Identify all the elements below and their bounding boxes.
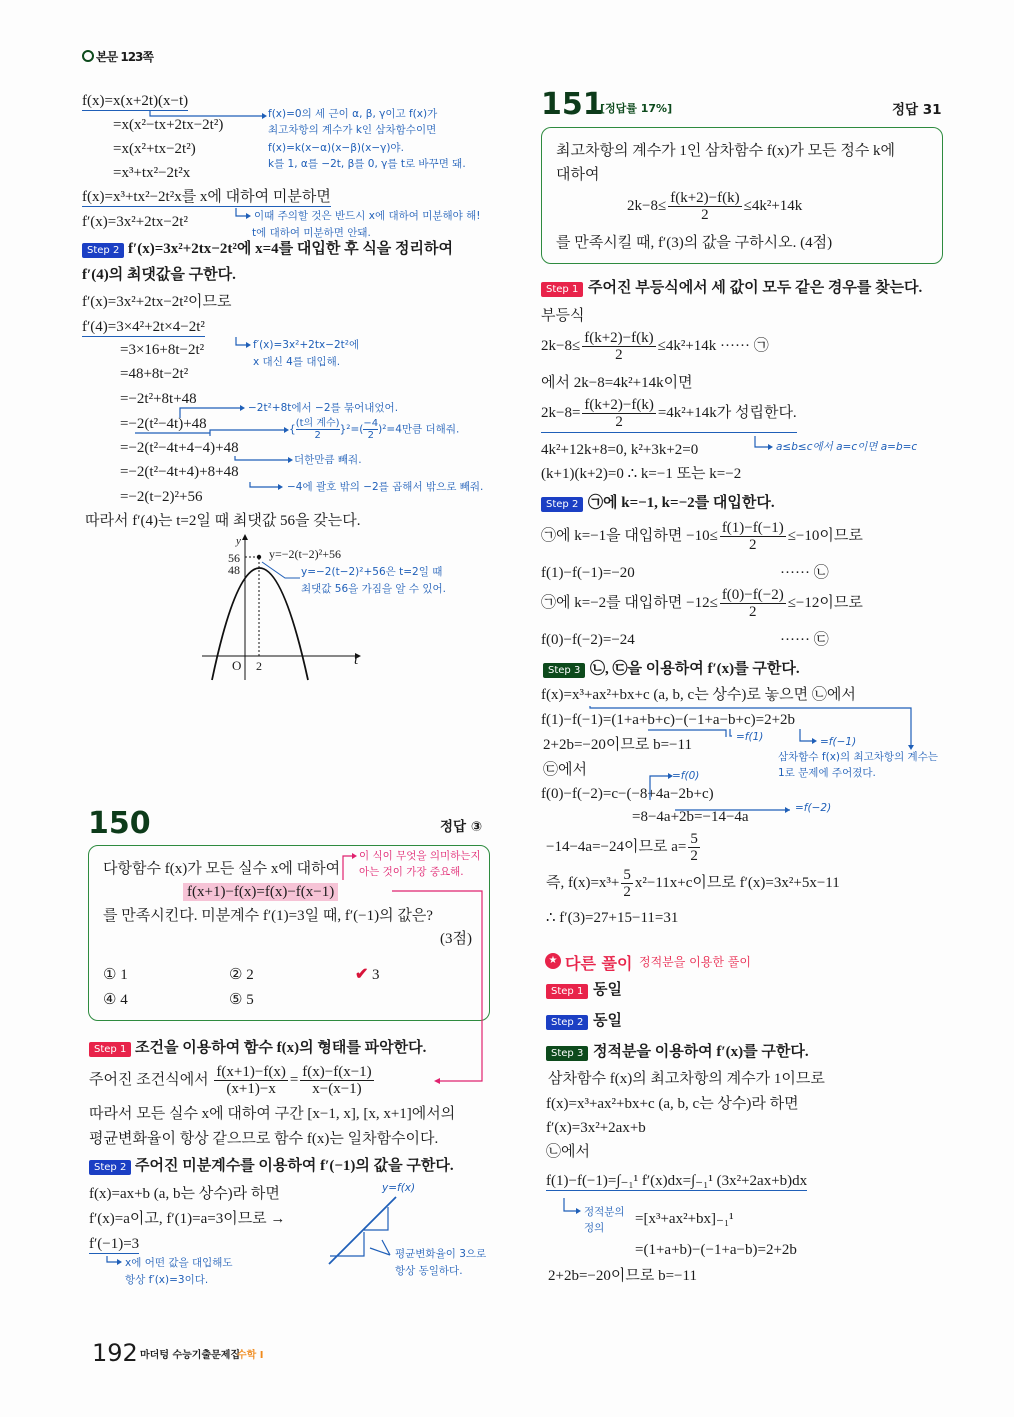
math: −14−4a=−24이므로 a= bbox=[546, 838, 687, 855]
text-line: 평균변화율이 항상 같으므로 함수 f(x)는 일차함수이다. bbox=[89, 1131, 439, 1147]
step-1-heading: 동일 bbox=[593, 982, 622, 998]
math-line: f(x)=ax+b (a, b는 상수)라 하면 bbox=[89, 1186, 280, 1202]
math-line: f(x)=x³+ax²+bx+c (a, b, c는 상수)라 하면 bbox=[546, 1096, 799, 1112]
fraction-num: f(x+1)−f(x) bbox=[216, 1064, 286, 1080]
note-text: 정적분의 bbox=[584, 1206, 625, 1218]
choice-1[interactable]: ① 1 bbox=[103, 967, 128, 983]
fraction-num: f(k+2)−f(k) bbox=[584, 397, 654, 413]
note-text: =f(0) bbox=[672, 770, 700, 782]
fraction-den: x−(x−1) bbox=[312, 1081, 362, 1097]
condition-fraction-line bbox=[89, 1064, 376, 1097]
note-text: 이때 주의할 것은 반드시 x에 대하여 미분해야 해! bbox=[254, 210, 481, 222]
note-text: x 대신 4를 대입해. bbox=[253, 356, 341, 368]
fraction-den: 2 bbox=[749, 537, 757, 553]
note-frac-num: (t의 계수) bbox=[295, 418, 340, 429]
text-line: 부등식 bbox=[541, 308, 585, 324]
fraction-num: f(0)−f(−2) bbox=[721, 587, 784, 603]
fraction-num: 5 bbox=[623, 867, 631, 883]
note-text: 1로 문제에 주어졌다. bbox=[778, 767, 876, 779]
fraction-num: f(1)−f(−1) bbox=[721, 520, 784, 536]
math-line: ㉡에서 bbox=[546, 1144, 590, 1160]
note-text: =f(1) bbox=[736, 731, 764, 743]
math: ≤−12이므로 bbox=[787, 594, 863, 611]
alt-solution-title: 다른 풀이 bbox=[565, 954, 633, 973]
final-answer-line: ∴ f′(3)=27+15−11=31 bbox=[546, 910, 679, 926]
note-text: f(x)=k(x−α)(x−β)(x−γ)야. bbox=[268, 142, 404, 154]
lead-text: 주어진 조건식에서 bbox=[89, 1071, 209, 1088]
graph-tick-56: 56 bbox=[228, 551, 240, 565]
math-line bbox=[541, 397, 797, 433]
math-line: f(1)−f(−1)=−20 bbox=[541, 565, 635, 581]
math-line bbox=[546, 831, 702, 864]
graph-origin: O bbox=[232, 658, 242, 673]
step-2-heading: f′(x)=3x²+2tx−2t²에 x=4를 대입한 후 식을 정리하여 bbox=[128, 241, 454, 257]
math-line: ㉢에서 bbox=[543, 762, 587, 778]
math-line: =−2(t²−4t+4)+8+48 bbox=[120, 464, 239, 480]
note-text: =f(−2) bbox=[795, 802, 832, 814]
math-line: =[x³+ax²+bx]₋₁¹ bbox=[635, 1211, 734, 1227]
math-line: f(0)−f(−2)=−24 bbox=[541, 632, 635, 648]
subject: 수학 I bbox=[237, 1350, 264, 1361]
book-title: 마더텅 수능기출문제집 bbox=[140, 1350, 241, 1361]
note-text: 이 식이 무엇을 의미하는지 bbox=[359, 850, 481, 862]
text-line: 따라서 모든 실수 x에 대하여 구간 [x−1, x], [x, x+1]에서의 bbox=[89, 1106, 456, 1122]
equation-tag: ······ ㉢ bbox=[780, 632, 829, 648]
note-completing-square: { (t의 계수) 2 }²=( $\frac{-4}{2}$ )²=4만큼 더해줘. bbox=[289, 418, 460, 441]
graph-note: 항상 동일하다. bbox=[395, 1265, 463, 1277]
question-text: 최고차항의 계수가 1인 삼차함수 f(x)가 모든 정수 k에 bbox=[556, 143, 896, 159]
step-2-heading: ㉠에 k=−1, k=−2를 대입한다. bbox=[588, 495, 775, 511]
inequality bbox=[627, 190, 802, 223]
math-line: 2+2b=−20이므로 b=−11 bbox=[543, 737, 692, 753]
fraction-num: 5 bbox=[690, 831, 698, 847]
math-line: =3×16+8t−2t² bbox=[120, 342, 205, 358]
math-line: (k+1)(k+2)=0 ∴ k=−1 또는 k=−2 bbox=[541, 466, 742, 482]
math-line: =−2(t−2)²+56 bbox=[120, 489, 203, 505]
step-1-heading: 조건을 이용하여 함수 f(x)의 형태를 파악한다. bbox=[135, 1040, 427, 1056]
note-text: 최고차항의 계수가 k인 삼차함수이면 bbox=[268, 124, 437, 136]
fraction-den: (x+1)−x bbox=[226, 1081, 276, 1097]
note-arrow bbox=[0, 0, 1, 1]
step-2-heading: f′(4)의 최댓값을 구한다. bbox=[82, 267, 236, 283]
math-line: 2+2b=−20이므로 b=−11 bbox=[548, 1268, 697, 1284]
note-text: a≤b≤c에서 a=c이면 a=b=c bbox=[776, 441, 918, 453]
graph-note: y=−2(t−2)²+56은 t=2일 때 bbox=[301, 566, 443, 578]
note-text: f′(x)=3x²+2tx−2t²에 bbox=[253, 339, 360, 351]
math-line: =−2(t²−4t)+48 bbox=[120, 416, 207, 432]
problem-number: 151 bbox=[541, 87, 604, 122]
problem-number: 150 bbox=[88, 806, 151, 841]
step-2-badge: Step 2 bbox=[82, 243, 124, 258]
note-text: 삼차함수 f(x)의 최고차항의 계수는 bbox=[778, 751, 938, 763]
math-line: f′(4)=3×4²+2t×4−2t² bbox=[82, 319, 205, 335]
choice-4[interactable]: ④ 4 bbox=[103, 992, 128, 1008]
math-line: =−2(t²−4t+4−4)+48 bbox=[120, 440, 239, 456]
note-text: }²=( bbox=[339, 423, 364, 436]
note-text: f(x)=0의 세 근이 α, β, γ이고 f(x)가 bbox=[268, 108, 438, 120]
answer-label: 정답 ③ bbox=[440, 819, 483, 835]
step-3-heading: 정적분을 이용하여 f′(x)를 구한다. bbox=[593, 1044, 809, 1060]
correct-rate: [정답률 17%] bbox=[600, 102, 673, 115]
question-text: 를 만족시킬 때, f′(3)의 값을 구하시오. (4점) bbox=[556, 235, 833, 251]
fraction-den: 2 bbox=[749, 604, 757, 620]
fraction-den: 2 bbox=[701, 207, 709, 223]
graph-t-label: t bbox=[354, 652, 359, 668]
step-2-heading: 동일 bbox=[593, 1013, 622, 1029]
points: (3점) bbox=[440, 931, 472, 947]
math-line: f′(x)=a이고, f′(1)=a=3이므로 → bbox=[89, 1211, 286, 1227]
note-text: 더한만큼 빼줘. bbox=[294, 454, 362, 466]
step-2-badge: Step 2 bbox=[89, 1160, 131, 1175]
math-line: f(x)=x³+tx²−2t²x를 x에 대하여 미분하면 bbox=[82, 189, 331, 205]
math-line: f(x)=x³+ax²+bx+c (a, b, c는 상수)로 놓으면 ㉡에서 bbox=[541, 687, 856, 703]
note-text: t에 대하여 미분하면 안돼. bbox=[252, 227, 371, 239]
question-text: 대하여 bbox=[556, 167, 600, 183]
note-text: 항상 f′(x)=3이다. bbox=[125, 1274, 209, 1286]
math-line: f′(x)=3x²+2tx−2t²이므로 bbox=[82, 294, 232, 310]
math-line: =−2t²+8t+48 bbox=[120, 391, 197, 407]
math-line: f(1)−f(−1)=∫₋₁¹ f′(x)dx=∫₋₁¹ (3x²+2ax+b)dx bbox=[546, 1173, 808, 1189]
fraction-den: 2 bbox=[623, 884, 631, 900]
math-line: 4k²+12k+8=0, k²+3k+2=0 bbox=[541, 442, 699, 458]
choice-5[interactable]: ⑤ 5 bbox=[229, 992, 254, 1008]
note-text: 정의 bbox=[584, 1222, 605, 1234]
fraction-den: 2 bbox=[690, 848, 698, 864]
math-line: f′(x)=3x²+2ax+b bbox=[546, 1120, 646, 1136]
note-frac-den: 2 bbox=[314, 430, 321, 441]
step-2-badge: Step 2 bbox=[541, 497, 583, 512]
star-icon: ★ bbox=[545, 953, 561, 969]
step-3-badge: Step 3 bbox=[543, 663, 585, 678]
math-line: =x³+tx²−2t²x bbox=[113, 165, 191, 181]
step-1-heading: 주어진 부등식에서 세 값이 모두 같은 경우를 찾는다. bbox=[588, 280, 923, 296]
math-line: f(0)−f(−2)=c−(−8+4a−2b+c) bbox=[541, 786, 714, 802]
step-1-badge: Step 1 bbox=[89, 1042, 131, 1057]
equation-tag: ······ ㉡ bbox=[780, 565, 829, 581]
math-line: =48+8t−2t² bbox=[120, 366, 189, 382]
note-text: −2t²+8t에서 −2를 묶어내었어. bbox=[248, 402, 399, 414]
condition-formula: f(x+1)−f(x)=f(x)−f(x−1) bbox=[183, 883, 338, 901]
fraction-num: f(x)−f(x−1) bbox=[302, 1064, 372, 1080]
graph-note: 최댓값 56을 가짐을 알 수 있어. bbox=[301, 583, 446, 595]
graph-note: 평균변화율이 3으로 bbox=[395, 1248, 487, 1260]
math: 즉, f(x)=x³+ bbox=[546, 874, 620, 891]
math-line: f(1)−f(−1)=(1+a+b+c)−(−1+a−b+c)=2+2b bbox=[541, 712, 796, 728]
note-text: =f(−1) bbox=[820, 736, 857, 748]
math-line: 삼차함수 f(x)의 최고차항의 계수가 1이므로 bbox=[548, 1071, 825, 1087]
equals: = bbox=[289, 1071, 299, 1088]
step-1-badge: Step 1 bbox=[546, 984, 588, 999]
step-1-badge: Step 1 bbox=[541, 282, 583, 297]
note-frac-den: 2 bbox=[367, 430, 374, 441]
math-line: =x(x²−tx+2tx−2t²) bbox=[113, 117, 224, 133]
math-line bbox=[541, 520, 863, 553]
vertex-point bbox=[257, 555, 261, 559]
answer-label: 정답 31 bbox=[892, 102, 942, 118]
check-mark-icon: ✔ bbox=[355, 966, 369, 983]
choice-2[interactable]: ② 2 bbox=[229, 967, 254, 983]
math-line: =x(x²+tx−2t²) bbox=[113, 141, 196, 157]
graph-tick-48: 48 bbox=[228, 563, 240, 577]
alt-solution-subtitle: 정적분을 이용한 풀이 bbox=[639, 955, 751, 969]
math: 2k−8≤ bbox=[627, 197, 667, 214]
note-frac-num: −4 bbox=[363, 418, 379, 429]
math: 2k−8= bbox=[541, 404, 581, 421]
math-line: 에서 2k−8=4k²+14k이면 bbox=[541, 375, 693, 391]
graph-y-label: y bbox=[236, 535, 241, 547]
fraction-den: 2 bbox=[615, 414, 623, 430]
math: ≤4k²+14k bbox=[743, 197, 803, 214]
step-3-heading: ㉡, ㉢을 이용하여 f′(x)를 구한다. bbox=[590, 661, 800, 677]
fraction-num: f(k+2)−f(k) bbox=[584, 330, 654, 346]
math-line: f′(−1)=3 bbox=[89, 1236, 140, 1252]
math: ≤4k²+14k ······ ㉠ bbox=[657, 337, 769, 354]
page-reference: 본문 123쪽 bbox=[96, 50, 154, 64]
math: x²−11x+c이므로 f′(x)=3x²+5x−11 bbox=[634, 874, 840, 891]
graph-curve-label: y=−2(t−2)²+56 bbox=[269, 547, 341, 561]
question-text: 를 만족시킨다. 미분계수 f′(1)=3일 때, f′(−1)의 값은? bbox=[103, 908, 433, 924]
step-3-badge: Step 3 bbox=[546, 1046, 588, 1061]
note-text: k를 1, α를 −2t, β를 0, γ를 t로 바꾸면 돼. bbox=[268, 158, 466, 170]
math: 2k−8≤ bbox=[541, 337, 581, 354]
section-bullet-icon bbox=[82, 50, 94, 62]
note-text: )²=4만큼 더해줘. bbox=[378, 423, 460, 436]
math-line: f′(x)=3x²+2tx−2t² bbox=[82, 214, 188, 230]
math-line: =8−4a+2b=−14−4a bbox=[632, 809, 749, 825]
graph-tick-2: 2 bbox=[256, 659, 262, 673]
fraction-num: f(k+2)−f(k) bbox=[670, 190, 740, 206]
math-line: =(1+a+b)−(−1+a−b)=2+2b bbox=[635, 1242, 797, 1258]
graph-label: y=f(x) bbox=[382, 1182, 416, 1194]
conclusion: 따라서 f′(4)는 t=2일 때 최댓값 56을 갖는다. bbox=[85, 513, 361, 529]
question-text: 다항함수 f(x)가 모든 실수 x에 대하여 bbox=[103, 861, 341, 877]
math: ㉠에 k=−1을 대입하면 −10≤ bbox=[541, 527, 718, 544]
math-line: f(x)=x(x+2t)(x−t) bbox=[82, 93, 189, 109]
note-text: 아는 것이 가장 중요해. bbox=[359, 866, 464, 878]
step-2-badge: Step 2 bbox=[546, 1015, 588, 1030]
math-line bbox=[546, 867, 840, 900]
note-text: x에 어떤 값을 대입해도 bbox=[125, 1257, 233, 1269]
math-line bbox=[541, 330, 769, 363]
choice-3[interactable]: 3 bbox=[372, 967, 380, 983]
math-line bbox=[541, 587, 863, 620]
math: =4k²+14k가 성립한다. bbox=[657, 404, 797, 421]
fraction-den: 2 bbox=[615, 347, 623, 363]
note-text: −4에 괄호 밖의 −2를 곱해서 밖으로 빼줘. bbox=[287, 481, 484, 493]
math: ≤−10이므로 bbox=[787, 527, 863, 544]
math: ㉠에 k=−2를 대입하면 −12≤ bbox=[541, 594, 718, 611]
step-2-heading: 주어진 미분계수를 이용하여 f′(−1)의 값을 구한다. bbox=[135, 1158, 454, 1174]
page-number: 192 bbox=[92, 1339, 138, 1367]
